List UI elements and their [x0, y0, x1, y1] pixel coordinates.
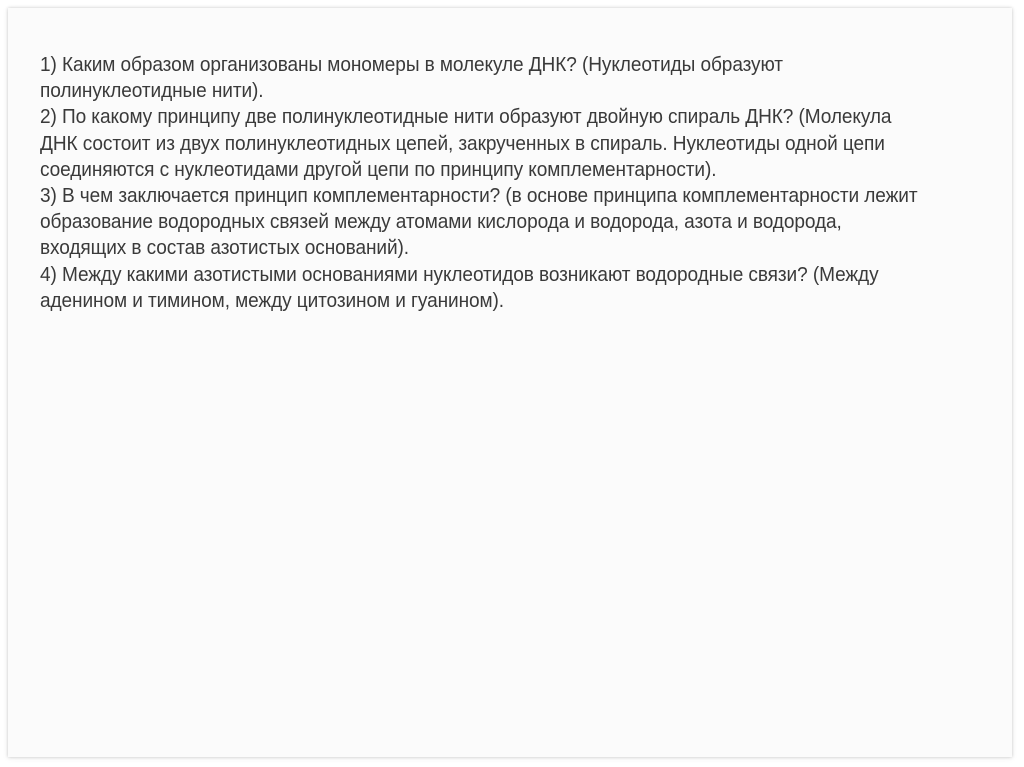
- question-item-3: 3) В чем заключается принцип комплементарности? (в основе принципа комплементарности лежит образование водородных связей между атомами кислорода и водорода, азота и водорода, входящих в состав азотистых оснований).: [40, 184, 918, 260]
- question-list: [40, 52, 928, 314]
- slide: [8, 8, 1012, 757]
- question-item-4: 4) Между какими азотистыми основаниями нуклеотидов возникают водородные связи? (Между аденином и тимином, между цитозином и гуанином).: [40, 262, 879, 312]
- question-item-2: 2) По какому принципу две полинуклеотидные нити образуют двойную спираль ДНК? (Молекула ДНК состоит из двух полинуклеотидных цепей, закрученных в спираль. Нуклеотиды одной цепи соединяются с нуклеотидами другой цепи по принципу комплементарности).: [40, 105, 892, 181]
- question-item-1: 1) Каким образом организованы мономеры в молекуле ДНК? (Нуклеотиды образуют полинуклеотидные нити).: [40, 53, 783, 103]
